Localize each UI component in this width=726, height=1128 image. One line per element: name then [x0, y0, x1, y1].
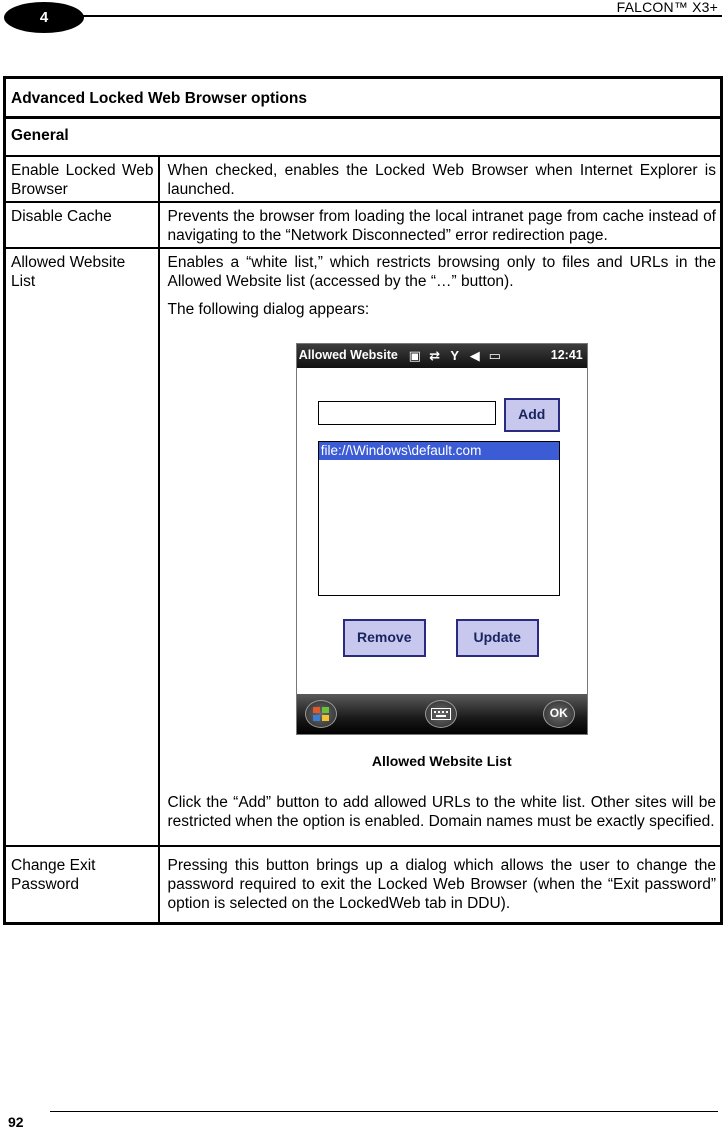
keyboard-indicator-icon: ▣: [408, 348, 421, 363]
clock: 12:41: [550, 348, 583, 362]
page-number: 92: [8, 1114, 24, 1128]
speaker-icon: ◀: [469, 348, 480, 363]
option-description: When checked, enables the Locked Web Browser when Internet Explorer is launched.: [159, 156, 722, 202]
remove-button[interactable]: Remove: [343, 619, 426, 657]
option-description: Pressing this button brings up a dialog which allows the user to change the password required to exit the Locked Web Browser (when the “Exit password” option is selected on the LockedWeb tab in DDU).: [159, 846, 722, 924]
chapter-number: 4: [39, 9, 49, 26]
add-button[interactable]: Add: [504, 398, 560, 432]
option-name: Enable Locked Web Browser: [5, 156, 159, 202]
description-paragraph: Click the “Add” button to add allowed URLs to the white list. Other sites will be restricted when the option is enabled. Domain names must be exactly specified.: [167, 793, 716, 830]
options-table: [3, 76, 723, 925]
table-row: [5, 248, 722, 846]
figure-caption: Allowed Website List: [371, 752, 512, 769]
sync-icon: ⇄: [429, 348, 441, 363]
soft-key-bar: [297, 694, 587, 734]
option-name: Change Exit Password: [5, 846, 159, 924]
keyboard-icon[interactable]: [425, 700, 457, 728]
option-name: Disable Cache: [5, 202, 159, 248]
header-rule: [80, 15, 722, 17]
url-input[interactable]: [318, 401, 496, 425]
windows-logo-icon: [312, 706, 330, 722]
description-paragraph: Enables a “white list,” which restricts browsing only to files and URLs in the Allowed Website list (accessed by the “…” button).: [167, 253, 716, 290]
dialog-title: Allowed Website: [298, 348, 398, 362]
ok-button[interactable]: OK: [543, 700, 575, 728]
option-description: [159, 248, 722, 846]
allowed-url-list[interactable]: [318, 441, 560, 596]
no-signal-icon: Y: [450, 348, 460, 363]
product-title: FALCON™ X3+: [616, 0, 718, 15]
dialog-figure: [168, 343, 717, 771]
device-screenshot: [296, 343, 588, 735]
section-row: [5, 118, 722, 156]
option-description: Prevents the browser from loading the local intranet page from cache instead of navigating to the “Network Disconnected” error redirection page.: [159, 202, 722, 248]
update-button[interactable]: Update: [456, 619, 539, 657]
table-row: [5, 202, 722, 248]
table-title: Advanced Locked Web Browser options: [5, 78, 722, 118]
windows-start-icon[interactable]: [305, 700, 337, 728]
footer-rule: [50, 1111, 718, 1112]
description-paragraph: The following dialog appears:: [167, 300, 370, 318]
chapter-badge: [4, 2, 84, 33]
battery-icon: ▭: [488, 348, 501, 363]
list-item[interactable]: file://\Windows\default.com: [319, 442, 559, 460]
table-row: [5, 846, 722, 924]
section-title: General: [5, 118, 722, 156]
table-row: [5, 156, 722, 202]
status-bar: [297, 344, 587, 368]
table-title-row: [5, 78, 722, 118]
option-name: Allowed Website List: [5, 248, 159, 846]
